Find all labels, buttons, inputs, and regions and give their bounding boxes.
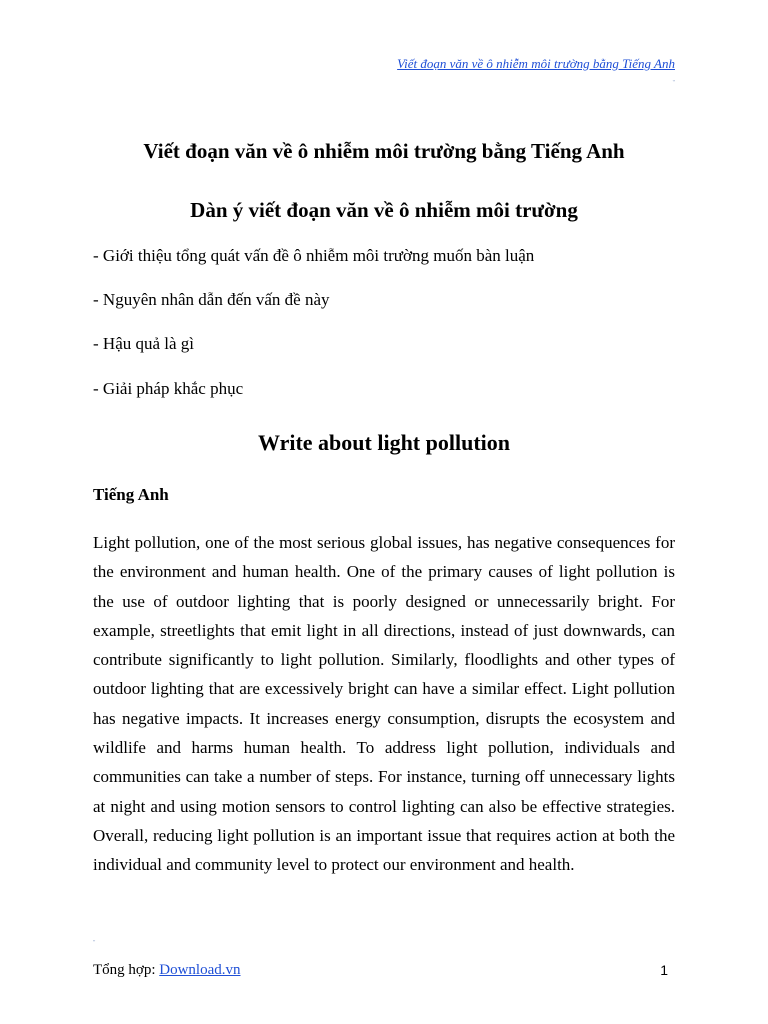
section-heading: Write about light pollution bbox=[257, 430, 511, 455]
language-label: Tiếng Anh bbox=[93, 485, 169, 504]
outline-item-consequences: - Hậu quả là gì bbox=[93, 334, 195, 353]
outline-item-introduction: - Giới thiệu tổng quát vấn đề ô nhiễm môi trường muốn bàn luận bbox=[93, 246, 535, 265]
outline-heading: Dàn ý viết đoạn văn về ô nhiễm môi trường bbox=[190, 198, 578, 222]
page-number: 1 bbox=[660, 962, 668, 978]
footer-download-link[interactable]: Download.vn bbox=[159, 962, 241, 978]
footer-source bbox=[93, 962, 241, 979]
header-title-link[interactable]: Viết đoạn văn về ô nhiễm môi trường bằng Tiếng Anh bbox=[397, 56, 675, 71]
footer-mark: " bbox=[93, 940, 96, 946]
essay-paragraph: Light pollution, one of the most serious global issues, has negative consequences for the environment and human health. One of the primary causes of light pollution is the use of outdoor lighting that is poorly designed or unnecessarily bright. For example, streetlights that emit light in all directions, instead of just downwards, can contribute significantly to light pollution. Similarly, floodlights and other types of outdoor lighting that are excessively bright can have a similar effect. Light pollution has negative impacts. It increases energy consumption, disrupts the ecosystem and wildlife and harms human health. To address light pollution, individuals and communities can take a number of steps. For instance, turning off unnecessary lights at night and using motion sensors to control lighting can also be effective strategies. Overall, reducing light pollution is an important issue that requires action at both the individual and community level to protect our environment and health. bbox=[93, 533, 675, 875]
outline-item-solutions: - Giải pháp khắc phục bbox=[93, 379, 244, 398]
footer-label: Tổng hợp: bbox=[93, 962, 160, 978]
header-mark: " bbox=[672, 80, 675, 86]
main-title: Viết đoạn văn về ô nhiễm môi trường bằng Tiếng Anh bbox=[143, 139, 625, 163]
outline-item-causes: - Nguyên nhân dẫn đến vấn đề này bbox=[93, 290, 330, 309]
